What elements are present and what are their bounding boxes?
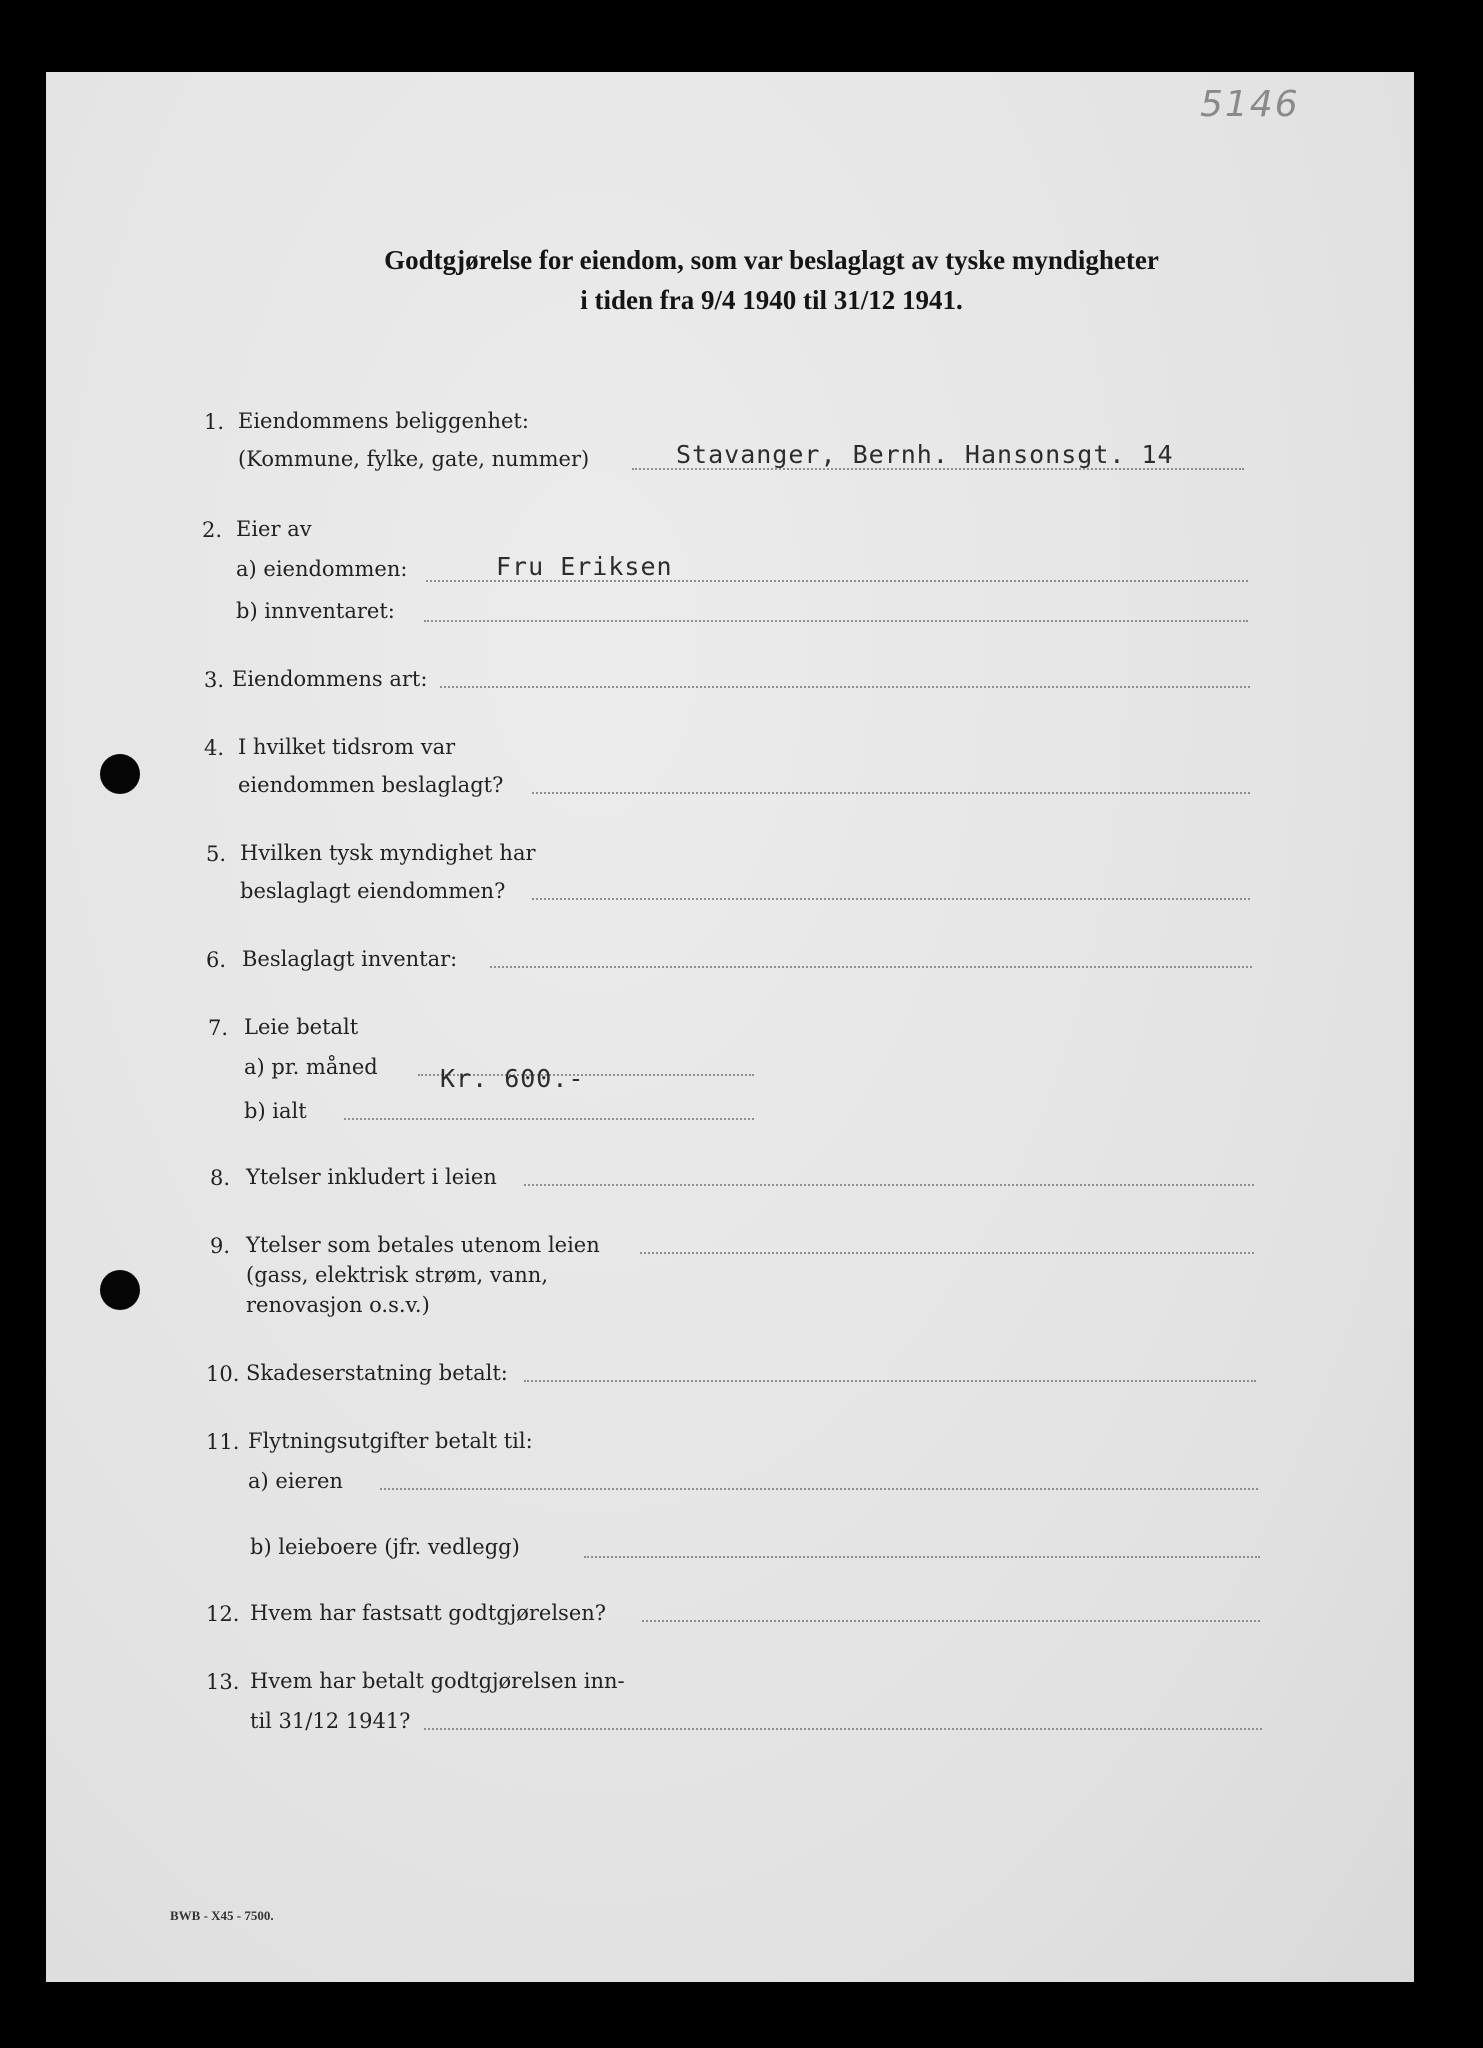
q13-sublabel: til 31/12 1941? [250,1709,411,1733]
q13-label: Hvem har betalt godtgjørelsen inn- [250,1669,625,1693]
q11-label: Flytningsutgifter betalt til: [248,1429,533,1453]
q2a-label: a) eiendommen: [236,557,408,581]
handwritten-archive-number: 5146 [1200,84,1300,125]
q1-number: 1. [204,410,225,434]
q9-answer-line [640,1252,1254,1254]
q4-answer-line [532,792,1250,794]
q6-answer-line [490,966,1252,968]
q13-answer-line [424,1728,1262,1730]
q3-number: 3. [204,668,225,692]
q12-number: 12. [206,1602,240,1626]
punch-hole-top [100,754,140,794]
q4-number: 4. [204,736,225,760]
q7a-answer: Kr. 600.- [440,1064,585,1093]
printer-code: BWB - X45 - 7500. [170,1908,274,1923]
q7-number: 7. [208,1016,229,1040]
title-line-2: i tiden fra 9/4 1940 til 31/12 1941. [580,285,963,315]
q9-label: Ytelser som betales utenom leien [246,1233,600,1257]
q7a-label: a) pr. måned [244,1055,378,1079]
q11a-answer-line [380,1488,1258,1490]
q2b-label: b) innventaret: [236,599,395,623]
q2b-answer-line [424,620,1248,622]
q3-answer-line [440,686,1250,688]
q1-label: Eiendommens beliggenhet: [238,409,529,433]
q4-label: I hvilket tidsrom var [238,735,456,759]
q10-label: Skadeserstatning betalt: [246,1361,508,1385]
title-line-1: Godtgjørelse for eiendom, som var beslaglagt av tyske myndigheter [384,245,1159,275]
q8-answer-line [524,1184,1254,1186]
q11-number: 11. [206,1430,240,1454]
q5-number: 5. [206,842,227,866]
punch-hole-bottom [100,1270,140,1310]
q13-number: 13. [206,1670,240,1694]
q12-label: Hvem har fastsatt godtgjørelsen? [250,1601,607,1625]
q9-sublabel-2: renovasjon o.s.v.) [246,1293,430,1317]
q2a-answer: Fru Eriksen [496,552,673,581]
q5-label: Hvilken tysk myndighet har [240,841,536,865]
q11b-label: b) leieboere (jfr. vedlegg) [250,1535,520,1559]
q11b-answer-line [584,1556,1260,1558]
q9-number: 9. [210,1234,231,1258]
q6-number: 6. [206,948,227,972]
q10-number: 10. [206,1362,240,1386]
q8-label: Ytelser inkludert i leien [246,1165,497,1189]
q9-sublabel-1: (gass, elektrisk strøm, vann, [246,1263,548,1287]
q2-number: 2. [202,518,223,542]
q1-answer: Stavanger, Bernh. Hansonsgt. 14 [676,440,1174,469]
q7-label: Leie betalt [244,1015,359,1039]
q11a-label: a) eieren [248,1469,343,1493]
q12-answer-line [642,1620,1260,1622]
q4-sublabel: eiendommen beslaglagt? [238,773,504,797]
q8-number: 8. [210,1166,231,1190]
q6-label: Beslaglagt inventar: [242,947,458,971]
q7b-label: b) ialt [244,1099,307,1123]
q3-label: Eiendommens art: [232,667,428,691]
q10-answer-line [524,1380,1256,1382]
q5-answer-line [532,898,1250,900]
form-title [0,240,1483,320]
q1-sublabel: (Kommune, fylke, gate, nummer) [238,447,590,471]
q7b-answer-line [344,1118,754,1120]
q5-sublabel: beslaglagt eiendommen? [240,879,506,903]
q2-label: Eier av [236,517,312,541]
